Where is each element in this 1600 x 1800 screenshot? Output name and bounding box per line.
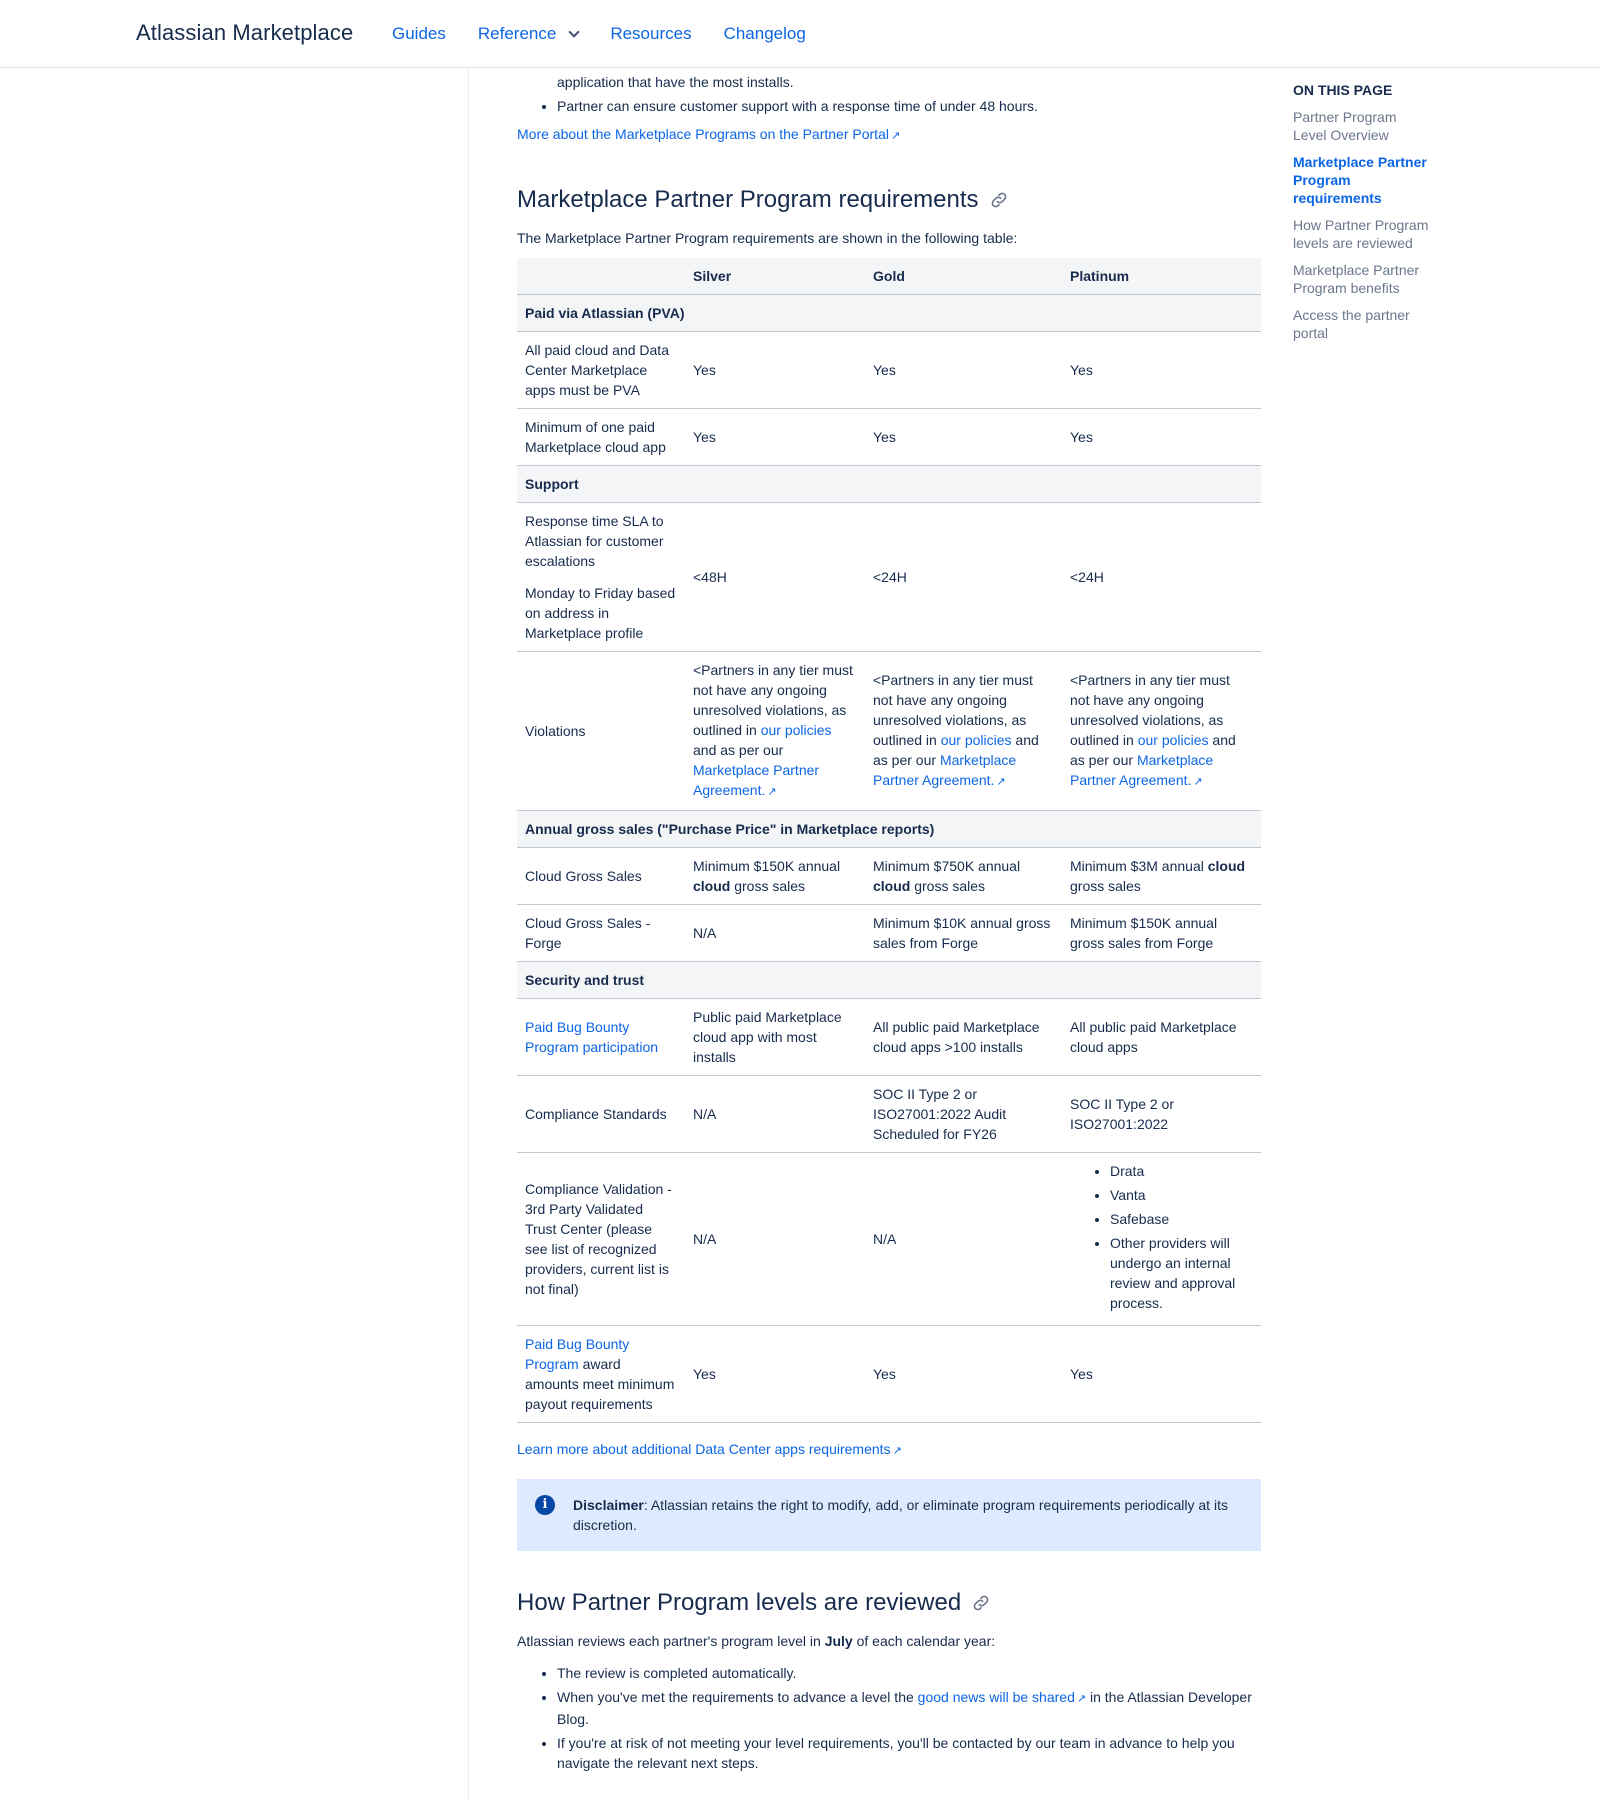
table-row xyxy=(517,848,1261,905)
cell-silver: Minimum $150K annual cloud gross sales xyxy=(685,848,865,905)
cell-platinum: SOC II Type 2 or ISO27001:2022 xyxy=(1062,1076,1261,1153)
cell-platinum: <24H xyxy=(1062,503,1261,652)
table-row xyxy=(517,1326,1261,1423)
section-pva: Paid via Atlassian (PVA) xyxy=(517,295,1261,332)
violation-text: <Partners in any tier must not have any ongoing unresolved violations, as outlined in xyxy=(873,672,1033,748)
requirements-lead: The Marketplace Partner Program requirements are shown in the following table: xyxy=(517,230,1018,246)
cell-platinum: Yes xyxy=(1062,409,1261,466)
cell-silver: <48H xyxy=(685,503,865,652)
row-label-line: Response time SLA to Atlassian for customer escalations xyxy=(525,513,664,569)
cell-silver xyxy=(685,652,865,811)
review-lead: Atlassian reviews each partner's program level in July of each calendar year: xyxy=(517,1633,996,1649)
chevron-down-icon xyxy=(569,26,580,37)
table-row xyxy=(517,1076,1261,1153)
dc-requirements-link[interactable]: Learn more about additional Data Center apps requirements ↗ xyxy=(517,1441,902,1457)
violation-text: and as per our xyxy=(693,742,784,758)
cell-silver: Yes xyxy=(685,332,865,409)
row-label xyxy=(517,1326,685,1423)
row-label: Compliance Standards xyxy=(517,1076,685,1153)
toc-item-portal[interactable]: Access the partner portal xyxy=(1293,307,1410,341)
overview-list xyxy=(517,72,1261,116)
good-news-link[interactable]: good news will be shared ↗ xyxy=(918,1689,1086,1705)
link-icon[interactable] xyxy=(989,190,1009,210)
cell-gold: Minimum $10K annual gross sales from Forge xyxy=(865,905,1062,962)
row-label: Cloud Gross Sales xyxy=(517,848,685,905)
disclaimer-panel xyxy=(517,1479,1261,1551)
list-item: application that have the most installs. xyxy=(557,74,794,90)
toc-item-benefits[interactable]: Marketplace Partner Program benefits xyxy=(1293,262,1420,296)
cell-platinum xyxy=(1062,652,1261,811)
cell-silver: Yes xyxy=(685,1326,865,1423)
policies-link[interactable]: our policies xyxy=(760,722,832,738)
brand-title[interactable]: Atlassian Marketplace xyxy=(136,20,354,45)
review-heading-text: How Partner Program levels are reviewed xyxy=(517,1589,962,1616)
requirements-table xyxy=(517,258,1261,1423)
violation-text: and as per our xyxy=(873,732,1039,768)
column-header-gold: Gold xyxy=(865,258,1062,295)
nav-reference[interactable] xyxy=(478,24,578,44)
list-item: • Safebase xyxy=(1110,1209,1253,1229)
cell-silver: N/A xyxy=(685,905,865,962)
violation-text: <Partners in any tier must not have any ongoing unresolved violations, as outlined in xyxy=(693,662,853,738)
cell-platinum: Minimum $3M annual cloud gross sales xyxy=(1062,848,1261,905)
row-label xyxy=(517,503,685,652)
section-security: Security and trust xyxy=(517,962,1261,999)
section-row xyxy=(517,962,1261,999)
table-row xyxy=(517,999,1261,1076)
row-label xyxy=(517,999,685,1076)
table-row xyxy=(517,1153,1261,1326)
section-row xyxy=(517,466,1261,503)
agreement-link[interactable]: Marketplace Partner Agreement. ↗ xyxy=(873,752,1016,788)
disclaimer-label: Disclaimer xyxy=(573,1497,644,1513)
row-label: Cloud Gross Sales - Forge xyxy=(517,905,685,962)
cell-silver: N/A xyxy=(685,1076,865,1153)
nav-reference-label: Reference xyxy=(477,24,557,43)
cell-gold: All public paid Marketplace cloud apps >100 installs xyxy=(865,999,1062,1076)
list-item: • The review is completed automatically. xyxy=(557,1663,1261,1683)
list-item: • Other providers will undergo an internal review and approval process. xyxy=(1110,1233,1253,1313)
toc-item-reviewed[interactable]: How Partner Program levels are reviewed xyxy=(1293,217,1429,251)
toc-title: ON THIS PAGE xyxy=(1293,82,1393,98)
nav-changelog[interactable]: Changelog xyxy=(723,24,806,43)
top-navigation-bar xyxy=(0,0,1600,68)
row-label: Minimum of one paid Marketplace cloud app xyxy=(517,409,685,466)
on-this-page-toc xyxy=(1293,82,1433,351)
cell-gold: Yes xyxy=(865,409,1062,466)
row-label: Violations xyxy=(517,652,685,811)
column-header xyxy=(517,258,685,295)
cell-platinum xyxy=(1062,1153,1261,1326)
row-label-line: Monday to Friday based on address in Marketplace profile xyxy=(525,585,676,641)
policies-link[interactable]: our policies xyxy=(940,732,1012,748)
review-heading xyxy=(517,1589,1261,1617)
agreement-link[interactable]: Marketplace Partner Agreement. ↗ xyxy=(693,762,819,798)
table-row xyxy=(517,332,1261,409)
primary-nav xyxy=(392,24,806,44)
table-header-row xyxy=(517,258,1261,295)
table-row xyxy=(517,905,1261,962)
toc-item-overview[interactable]: Partner Program Level Overview xyxy=(1293,109,1397,143)
row-label: Compliance Validation - 3rd Party Validated Trust Center (please see list of recognized providers, current list is not final) xyxy=(517,1153,685,1326)
cell-gold: N/A xyxy=(865,1153,1062,1326)
left-sidebar xyxy=(0,68,469,1800)
bug-bounty-link[interactable]: Paid Bug Bounty Program participation xyxy=(525,1019,659,1055)
row-label: All paid cloud and Data Center Marketplace apps must be PVA xyxy=(517,332,685,409)
section-sales: Annual gross sales ("Purchase Price" in Marketplace reports) xyxy=(517,811,1261,848)
requirements-heading xyxy=(517,186,1261,214)
cell-gold: Yes xyxy=(865,332,1062,409)
link-icon[interactable] xyxy=(971,1593,991,1613)
toc-item-requirements[interactable]: Marketplace Partner Program requirements xyxy=(1293,154,1427,206)
list-item: • Partner can ensure customer support with a response time of under 48 hours. xyxy=(557,96,1261,116)
list-item: • If you're at risk of not meeting your level requirements, you'll be contacted by our team in advance to help you navigate the relevant next steps. xyxy=(557,1733,1261,1773)
table-row xyxy=(517,503,1261,652)
provider-list xyxy=(1070,1161,1253,1313)
bug-bounty-program-link[interactable]: Paid Bug Bounty Program xyxy=(525,1336,630,1372)
column-header-silver: Silver xyxy=(685,258,865,295)
column-header-platinum: Platinum xyxy=(1062,258,1261,295)
table-row xyxy=(517,652,1261,811)
cell-gold: Yes xyxy=(865,1326,1062,1423)
agreement-link[interactable]: Marketplace Partner Agreement. ↗ xyxy=(1070,752,1213,788)
cell-silver: Public paid Marketplace cloud app with most installs xyxy=(685,999,865,1076)
partner-portal-link[interactable]: More about the Marketplace Programs on the Partner Portal ↗ xyxy=(517,126,900,142)
section-support: Support xyxy=(517,466,1261,503)
section-row xyxy=(517,295,1261,332)
cell-platinum: Yes xyxy=(1062,1326,1261,1423)
cell-gold: <24H xyxy=(865,503,1062,652)
requirements-heading-text: Marketplace Partner Program requirements xyxy=(517,186,979,213)
cell-silver: N/A xyxy=(685,1153,865,1326)
cell-platinum: All public paid Marketplace cloud apps xyxy=(1062,999,1261,1076)
violation-text: <Partners in any tier must not have any ongoing unresolved violations, as outlined in xyxy=(1070,672,1230,748)
cell-gold: SOC II Type 2 or ISO27001:2022 Audit Scheduled for FY26 xyxy=(865,1076,1062,1153)
section-row xyxy=(517,811,1261,848)
list-item: • Vanta xyxy=(1110,1185,1253,1205)
info-icon: i xyxy=(535,1495,555,1515)
disclaimer-text: : Atlassian retains the right to modify, add, or eliminate program requirements periodically at its discretion. xyxy=(573,1497,1228,1533)
main-content xyxy=(517,68,1261,1777)
cell-platinum: Yes xyxy=(1062,332,1261,409)
nav-resources[interactable]: Resources xyxy=(610,24,692,43)
cell-gold: Minimum $750K annual cloud gross sales xyxy=(865,848,1062,905)
list-item: • Drata xyxy=(1110,1161,1253,1181)
table-row xyxy=(517,409,1261,466)
row-label-text: award amounts meet minimum payout requirements xyxy=(525,1356,675,1412)
policies-link[interactable]: our policies xyxy=(1137,732,1209,748)
cell-silver: Yes xyxy=(685,409,865,466)
cell-platinum: Minimum $150K annual gross sales from Forge xyxy=(1062,905,1261,962)
cell-gold xyxy=(865,652,1062,811)
violation-text: and as per our xyxy=(1070,732,1236,768)
nav-guides[interactable]: Guides xyxy=(392,24,446,43)
list-item: • When you've met the requirements to advance a level the good news will be shared ↗ in the Atlassian Developer Blog. xyxy=(557,1687,1261,1729)
review-list xyxy=(517,1663,1261,1773)
